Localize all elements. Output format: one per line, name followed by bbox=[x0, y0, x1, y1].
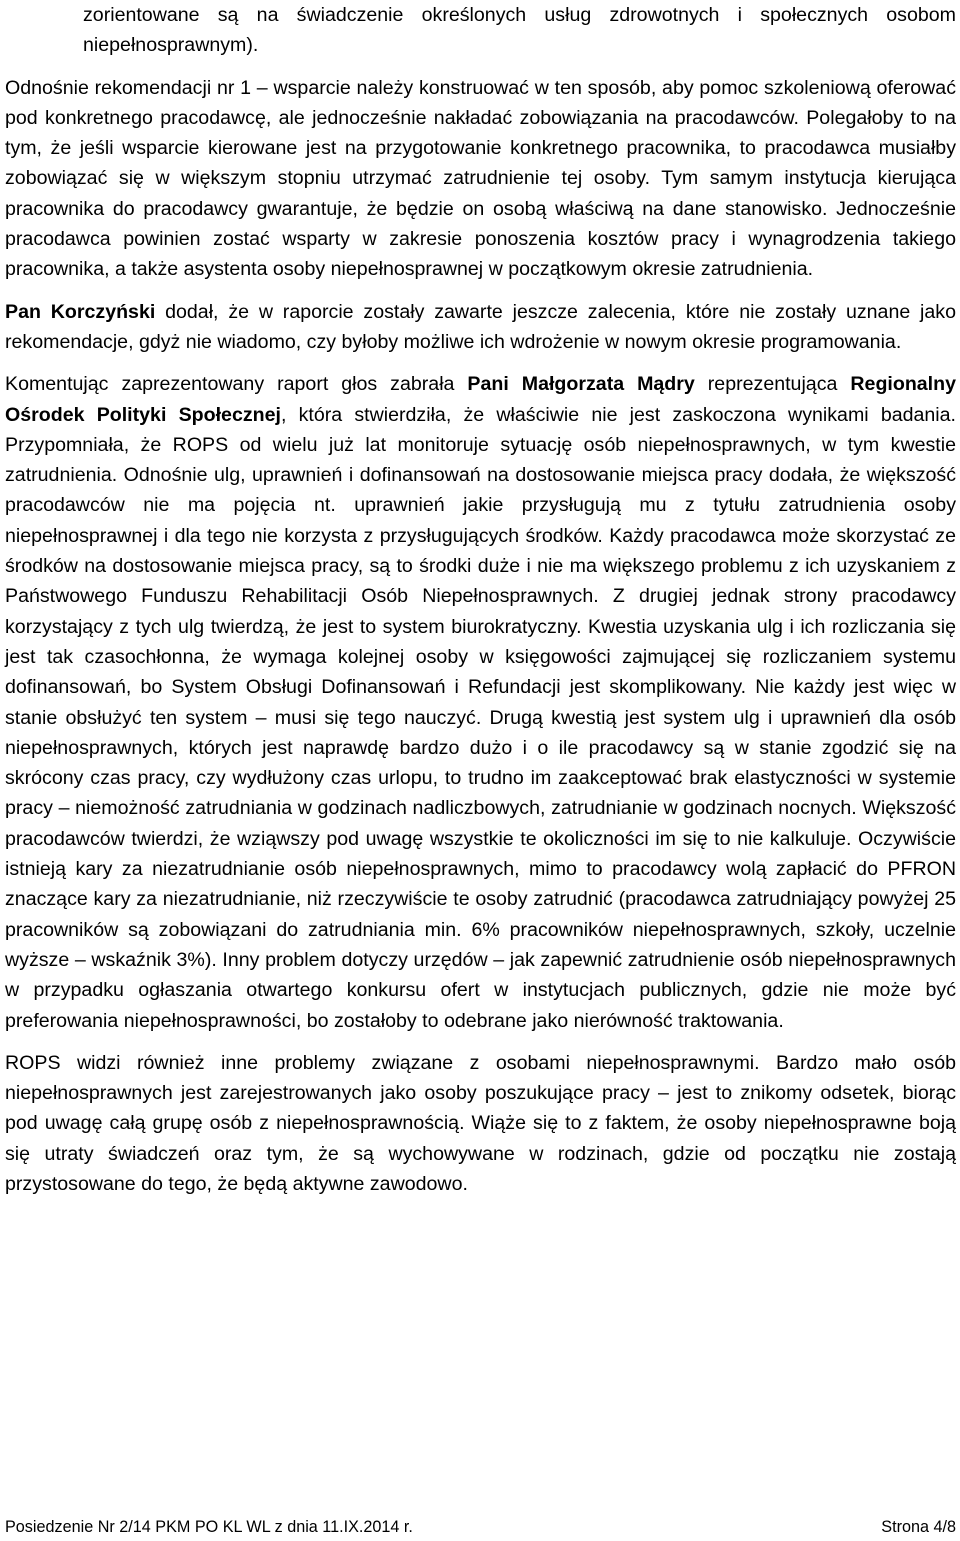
paragraph-text: ROPS widzi również inne problemy związane z osobami niepełnosprawnymi. Bardzo mało osób niepełnosprawnych jest zarejestrowanych jako osoby poszukujące pracy – jest to znikomy odsetek, biorąc pod uwagę całą grupę osób z niepełnosprawnością. Wiąże się to z faktem, że osoby niepełnosprawne boją się utraty świadczeń oraz tym, że są wychowywane w rodzinach, gdzie od początku nie zostają przystosowane do tego, że będą aktywne zawodowo. bbox=[5, 1051, 956, 1195]
paragraph-text: dodał, że w raporcie zostały zawarte jeszcze zalecenia, które nie zostały uznane jako rekomendacje, gdyż nie wiadomo, czy byłoby możliwe ich wdrożenie w nowym okresie programowania. bbox=[5, 300, 956, 353]
speaker-name: Pani Małgorzata Mądry bbox=[467, 373, 695, 396]
paragraph-text: reprezentująca bbox=[694, 373, 851, 396]
paragraph-text: Komentując zaprezentowany raport głos zabrała bbox=[5, 373, 468, 396]
speaker-name: Pan Korczyński bbox=[5, 300, 156, 323]
paragraph-text: zorientowane są na świadczenie określonych usług zdrowotnych i społecznych osobom niepełnosprawnym). bbox=[83, 4, 956, 57]
paragraph-text: Odnośnie rekomendacji nr 1 – wsparcie należy konstruować w ten sposób, aby pomoc szkoleniową oferować pod konkretnego pracodawcę, ale jednocześnie nakładać zobowiązania na pracodawców. Polegałoby to na tym, że jeśli wsparcie kierowane jest na przygotowanie konkretnego pracownika, to pracodawca musiałby zobowiązać się w większym stopniu utrzymać zatrudnienie tej osoby. Tym samym instytucja kierująca pracownika do pracodawcy gwarantuje, że będzie on osobą właściwą na dane stanowisko. Jednocześnie pracodawca powinien zostać wsparty w zakresie ponoszenia kosztów pracy i wynagrodzenia takiego pracownika, a także asystenta osoby niepełnosprawnej w początkowym okresie zatrudnienia. bbox=[5, 76, 956, 281]
paragraph-recommendation-1 bbox=[5, 73, 956, 285]
footer-page-number: Strona 4/8 bbox=[881, 1518, 956, 1536]
paragraph-korczynski bbox=[5, 297, 956, 358]
paragraph-continuation bbox=[5, 0, 956, 61]
paragraph-madry bbox=[5, 369, 956, 1036]
footer-meeting-info: Posiedzenie Nr 2/14 PKM PO KL WL z dnia 11.IX.2014 r. bbox=[5, 1518, 413, 1536]
document-body bbox=[5, 0, 956, 1211]
organization-name: Regionalny Ośrodek Polityki Społecznej bbox=[5, 373, 956, 426]
page-footer bbox=[5, 1517, 956, 1537]
paragraph-text: , która stwierdziła, że właściwie nie jest zaskoczona wynikami badania. Przypomniała, że ROPS od wielu już lat monitoruje sytuację osób niepełnosprawnych, w tym kwestie zatrudnienia. Odnośnie ulg, uprawnień i dofinansowań na dostosowanie miejsca pracy dodała, że większość pracodawców nie ma pojęcia nt. uprawnień jakie przysługują mu z tytułu zatrudnienia osoby niepełnosprawnej i dla tego nie korzysta z przysługujących środków. Każdy pracodawca może skorzystać ze środków na dostosowanie miejsca pracy, są to środki duże i nie ma większego problemu z ich uzyskaniem z Państwowego Funduszu Rehabilitacji Osób Niepełnosprawnych. Z drugiej jednak strony pracodawcy korzystający z tych ulg twierdzą, że jest to system biurokratyczny. Kwestia uzyskania ulg i ich rozliczania się jest tak czasochłonna, że wymaga kolejnej osoby w księgowości zajmującej się rozliczaniem systemu dofinansowań, bo System Obsługi Dofinansowań i Refundacji jest skomplikowany. Nie każdy jest więc w stanie obsłużyć ten system – musi się tego nauczyć. Drugą kwestią jest system ulg i uprawnień dla osób niepełnosprawnych, których jest naprawdę bardzo dużo i o ile pracodawcy są w stanie zgodzić się na skrócony czas pracy, czy wydłużony czas urlopu, to trudno im zaakceptować brak elastyczności w systemie pracy – niemożność zatrudniania w godzinach nadliczbowych, zatrudnianie w godzinach nocnych. Większość pracodawców twierdzi, że wziąwszy pod uwagę wszystkie te okoliczności im się to nie kalkuluje. Oczywiście istnieją kary za niezatrudnianie osób niepełnosprawnych, mimo to pracodawcy wolą zapłacić do PFRON znaczące kary za niezatrudnianie, niż rzeczywiście te osoby zatrudnić (pracodawca zatrudniający powyżej 25 pracowników są zobowiązani do zatrudniania min. 6% pracowników niepełnosprawnych, szkoły, uczelnie wyższe – wskaźnik 3%). Inny problem dotyczy urzędów – jak zapewnić zatrudnienie osób niepełnosprawnych w przypadku ogłaszania otwartego konkursu ofert w instytucjach publicznych, gdzie nie może być preferowania niepełnosprawności, bo zostałoby to odebrane jako nierówność traktowania. bbox=[5, 403, 957, 1032]
paragraph-rops bbox=[5, 1048, 956, 1199]
